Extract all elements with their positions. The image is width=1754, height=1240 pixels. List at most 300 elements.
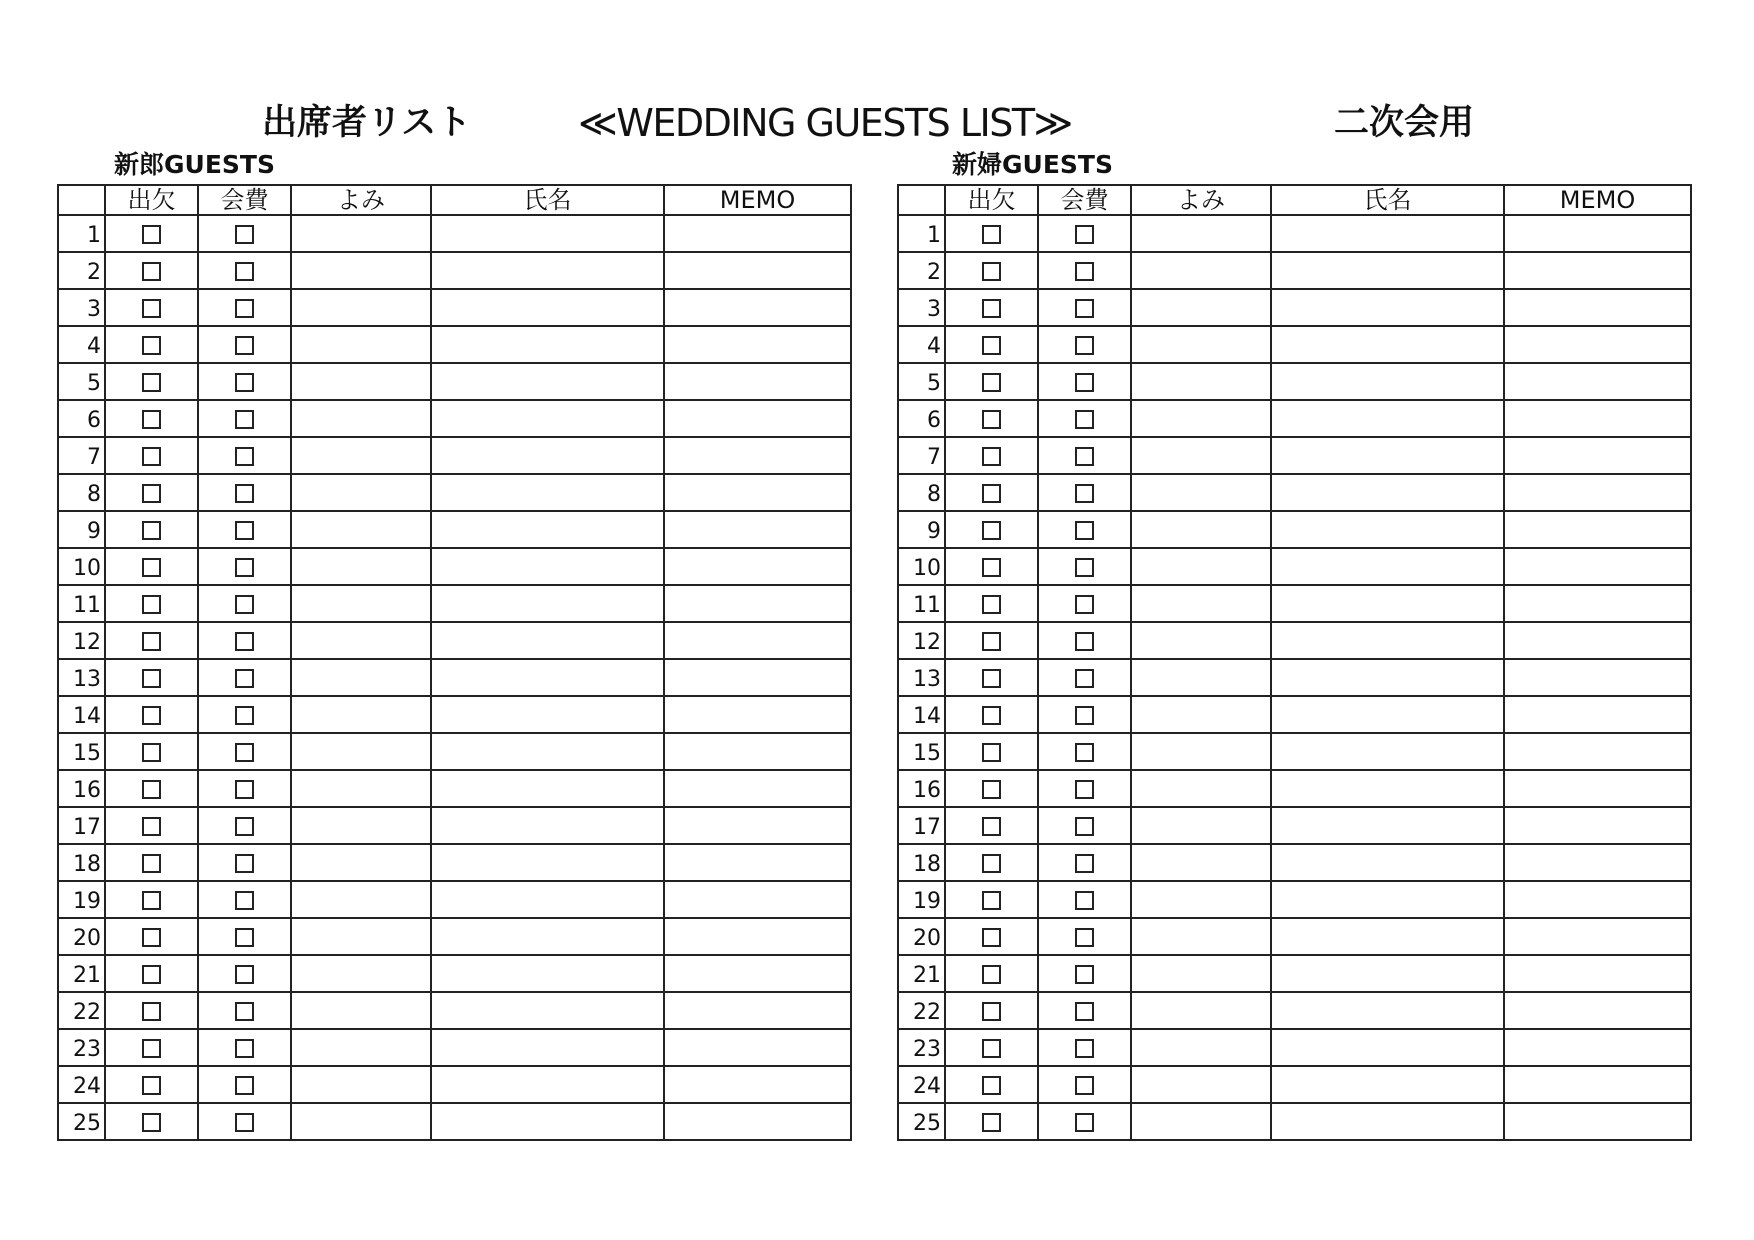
reading-cell[interactable] — [291, 881, 431, 918]
attendance-checkbox-icon[interactable] — [982, 632, 1001, 651]
fee-checkbox-icon[interactable] — [235, 669, 254, 688]
fee-checkbox-icon[interactable] — [1075, 965, 1094, 984]
reading-cell[interactable] — [1131, 696, 1271, 733]
reading-cell[interactable] — [1131, 289, 1271, 326]
name-cell[interactable] — [431, 252, 664, 289]
name-cell[interactable] — [1271, 1029, 1504, 1066]
reading-cell[interactable] — [291, 622, 431, 659]
name-cell[interactable] — [431, 326, 664, 363]
fee-checkbox-icon[interactable] — [1075, 558, 1094, 577]
attendance-checkbox-icon[interactable] — [142, 299, 161, 318]
name-cell[interactable] — [1271, 215, 1504, 252]
attendance-checkbox-icon[interactable] — [982, 669, 1001, 688]
memo-cell[interactable] — [664, 437, 851, 474]
attendance-cell — [105, 585, 198, 622]
attendance-checkbox-icon[interactable] — [982, 706, 1001, 725]
fee-checkbox-icon[interactable] — [1075, 410, 1094, 429]
reading-cell[interactable] — [291, 511, 431, 548]
attendance-checkbox-icon[interactable] — [142, 1076, 161, 1095]
name-cell[interactable] — [1271, 1103, 1504, 1140]
memo-cell[interactable] — [1504, 992, 1691, 1029]
name-cell[interactable] — [1271, 1066, 1504, 1103]
memo-cell[interactable] — [664, 881, 851, 918]
reading-cell[interactable] — [1131, 511, 1271, 548]
fee-cell — [1038, 1066, 1131, 1103]
table-row — [58, 289, 851, 326]
name-cell[interactable] — [431, 1103, 664, 1140]
attendance-cell — [945, 1066, 1038, 1103]
table-row — [898, 844, 1691, 881]
name-cell[interactable] — [431, 992, 664, 1029]
reading-cell[interactable] — [291, 437, 431, 474]
name-cell[interactable] — [431, 511, 664, 548]
memo-cell[interactable] — [1504, 289, 1691, 326]
memo-cell[interactable] — [1504, 215, 1691, 252]
fee-checkbox-icon[interactable] — [235, 484, 254, 503]
memo-cell[interactable] — [1504, 844, 1691, 881]
attendance-cell — [105, 1103, 198, 1140]
name-cell[interactable] — [431, 733, 664, 770]
fee-checkbox-icon[interactable] — [1075, 484, 1094, 503]
fee-checkbox-icon[interactable] — [1075, 1039, 1094, 1058]
fee-checkbox-icon[interactable] — [1075, 743, 1094, 762]
reading-cell[interactable] — [1131, 733, 1271, 770]
attendance-checkbox-icon[interactable] — [982, 854, 1001, 873]
row-number: 17 — [898, 807, 945, 844]
fee-checkbox-icon[interactable] — [235, 447, 254, 466]
reading-cell[interactable] — [1131, 844, 1271, 881]
fee-cell — [1038, 770, 1131, 807]
reading-cell[interactable] — [291, 955, 431, 992]
name-cell[interactable] — [1271, 363, 1504, 400]
name-cell[interactable] — [1271, 474, 1504, 511]
memo-cell[interactable] — [1504, 400, 1691, 437]
fee-cell — [198, 511, 291, 548]
attendance-checkbox-icon[interactable] — [142, 558, 161, 577]
fee-checkbox-icon[interactable] — [1075, 706, 1094, 725]
fee-checkbox-icon[interactable] — [1075, 262, 1094, 281]
memo-cell[interactable] — [1504, 955, 1691, 992]
fee-checkbox-icon[interactable] — [235, 299, 254, 318]
memo-cell[interactable] — [664, 696, 851, 733]
fee-checkbox-icon[interactable] — [235, 521, 254, 540]
fee-checkbox-icon[interactable] — [1075, 854, 1094, 873]
reading-cell[interactable] — [291, 992, 431, 1029]
fee-checkbox-icon[interactable] — [1075, 595, 1094, 614]
name-cell[interactable] — [431, 437, 664, 474]
reading-cell[interactable] — [1131, 918, 1271, 955]
table-row — [58, 622, 851, 659]
name-cell[interactable] — [1271, 585, 1504, 622]
row-number: 2 — [58, 252, 105, 289]
attendance-checkbox-icon[interactable] — [142, 595, 161, 614]
name-cell[interactable] — [1271, 511, 1504, 548]
reading-cell[interactable] — [291, 474, 431, 511]
attendance-checkbox-icon[interactable] — [982, 965, 1001, 984]
name-cell[interactable] — [1271, 696, 1504, 733]
attendance-checkbox-icon[interactable] — [142, 780, 161, 799]
reading-cell[interactable] — [1131, 474, 1271, 511]
memo-cell[interactable] — [664, 400, 851, 437]
name-cell[interactable] — [431, 585, 664, 622]
attendance-checkbox-icon[interactable] — [142, 1002, 161, 1021]
fee-checkbox-icon[interactable] — [235, 336, 254, 355]
reading-cell[interactable] — [1131, 215, 1271, 252]
name-cell[interactable] — [1271, 437, 1504, 474]
attendance-checkbox-icon[interactable] — [142, 669, 161, 688]
name-cell[interactable] — [431, 400, 664, 437]
attendance-checkbox-icon[interactable] — [142, 891, 161, 910]
fee-checkbox-icon[interactable] — [235, 410, 254, 429]
memo-cell[interactable] — [664, 622, 851, 659]
reading-cell[interactable] — [1131, 326, 1271, 363]
attendance-checkbox-icon[interactable] — [982, 336, 1001, 355]
name-cell[interactable] — [1271, 289, 1504, 326]
memo-cell[interactable] — [664, 548, 851, 585]
memo-cell[interactable] — [664, 363, 851, 400]
reading-cell[interactable] — [1131, 881, 1271, 918]
fee-checkbox-icon[interactable] — [1075, 817, 1094, 836]
fee-checkbox-icon[interactable] — [235, 1113, 254, 1132]
fee-cell — [198, 548, 291, 585]
fee-checkbox-icon[interactable] — [235, 854, 254, 873]
attendance-cell — [945, 289, 1038, 326]
table-row — [58, 881, 851, 918]
reading-cell[interactable] — [291, 585, 431, 622]
attendance-checkbox-icon[interactable] — [982, 1113, 1001, 1132]
col-name-header: 氏名 — [431, 185, 664, 215]
row-number: 15 — [898, 733, 945, 770]
reading-cell[interactable] — [291, 363, 431, 400]
name-cell[interactable] — [431, 844, 664, 881]
table-row — [898, 289, 1691, 326]
memo-cell[interactable] — [664, 252, 851, 289]
name-cell[interactable] — [431, 548, 664, 585]
attendance-checkbox-icon[interactable] — [982, 262, 1001, 281]
memo-cell[interactable] — [1504, 252, 1691, 289]
page-title-english: ≪WEDDING GUESTS LIST≫ — [578, 101, 1072, 145]
reading-cell[interactable] — [1131, 807, 1271, 844]
attendance-checkbox-icon[interactable] — [982, 595, 1001, 614]
name-cell[interactable] — [1271, 770, 1504, 807]
reading-cell[interactable] — [291, 1029, 431, 1066]
memo-cell[interactable] — [1504, 807, 1691, 844]
fee-cell — [198, 326, 291, 363]
memo-cell[interactable] — [1504, 918, 1691, 955]
memo-cell[interactable] — [1504, 770, 1691, 807]
attendance-checkbox-icon[interactable] — [142, 336, 161, 355]
attendance-checkbox-icon[interactable] — [982, 410, 1001, 429]
fee-cell — [1038, 807, 1131, 844]
reading-cell[interactable] — [291, 252, 431, 289]
fee-checkbox-icon[interactable] — [235, 780, 254, 799]
memo-cell[interactable] — [1504, 363, 1691, 400]
attendance-cell — [105, 1029, 198, 1066]
fee-cell — [1038, 1029, 1131, 1066]
memo-cell[interactable] — [664, 1103, 851, 1140]
name-cell[interactable] — [1271, 659, 1504, 696]
table-row — [58, 844, 851, 881]
attendance-cell — [945, 696, 1038, 733]
fee-checkbox-icon[interactable] — [235, 928, 254, 947]
memo-cell[interactable] — [1504, 1066, 1691, 1103]
fee-cell — [198, 1103, 291, 1140]
name-cell[interactable] — [431, 215, 664, 252]
reading-cell[interactable] — [291, 659, 431, 696]
memo-cell[interactable] — [664, 289, 851, 326]
name-cell[interactable] — [1271, 548, 1504, 585]
reading-cell[interactable] — [1131, 548, 1271, 585]
name-cell[interactable] — [431, 770, 664, 807]
name-cell[interactable] — [1271, 992, 1504, 1029]
fee-checkbox-icon[interactable] — [1075, 891, 1094, 910]
attendance-checkbox-icon[interactable] — [982, 521, 1001, 540]
memo-cell[interactable] — [664, 918, 851, 955]
name-cell[interactable] — [431, 955, 664, 992]
reading-cell[interactable] — [291, 733, 431, 770]
reading-cell[interactable] — [1131, 400, 1271, 437]
attendance-checkbox-icon[interactable] — [142, 706, 161, 725]
bride-guests-label: 新婦GUESTS — [952, 150, 1113, 179]
name-cell[interactable] — [1271, 955, 1504, 992]
reading-cell[interactable] — [1131, 1066, 1271, 1103]
fee-checkbox-icon[interactable] — [235, 632, 254, 651]
attendance-checkbox-icon[interactable] — [982, 1039, 1001, 1058]
fee-checkbox-icon[interactable] — [235, 965, 254, 984]
row-number: 23 — [898, 1029, 945, 1066]
row-number: 16 — [58, 770, 105, 807]
name-cell[interactable] — [431, 807, 664, 844]
table-row — [898, 474, 1691, 511]
memo-cell[interactable] — [664, 1066, 851, 1103]
attendance-checkbox-icon[interactable] — [142, 484, 161, 503]
attendance-checkbox-icon[interactable] — [982, 225, 1001, 244]
row-number: 24 — [898, 1066, 945, 1103]
memo-cell[interactable] — [1504, 474, 1691, 511]
reading-cell[interactable] — [1131, 437, 1271, 474]
fee-cell — [1038, 844, 1131, 881]
name-cell[interactable] — [431, 1029, 664, 1066]
fee-checkbox-icon[interactable] — [235, 1039, 254, 1058]
table-row — [58, 696, 851, 733]
attendance-cell — [105, 1066, 198, 1103]
name-cell[interactable] — [1271, 881, 1504, 918]
reading-cell[interactable] — [291, 215, 431, 252]
attendance-checkbox-icon[interactable] — [982, 780, 1001, 799]
name-cell[interactable] — [431, 881, 664, 918]
memo-cell[interactable] — [1504, 437, 1691, 474]
fee-checkbox-icon[interactable] — [1075, 373, 1094, 392]
name-cell[interactable] — [1271, 400, 1504, 437]
reading-cell[interactable] — [291, 844, 431, 881]
memo-cell[interactable] — [1504, 1029, 1691, 1066]
name-cell[interactable] — [1271, 807, 1504, 844]
row-number: 17 — [58, 807, 105, 844]
attendance-checkbox-icon[interactable] — [142, 262, 161, 281]
name-cell[interactable] — [431, 696, 664, 733]
fee-checkbox-icon[interactable] — [235, 595, 254, 614]
attendance-checkbox-icon[interactable] — [142, 632, 161, 651]
fee-checkbox-icon[interactable] — [1075, 336, 1094, 355]
memo-cell[interactable] — [1504, 585, 1691, 622]
table-row — [898, 400, 1691, 437]
attendance-cell — [105, 622, 198, 659]
attendance-cell — [105, 881, 198, 918]
attendance-checkbox-icon[interactable] — [982, 373, 1001, 392]
fee-checkbox-icon[interactable] — [235, 817, 254, 836]
attendance-checkbox-icon[interactable] — [982, 1002, 1001, 1021]
attendance-checkbox-icon[interactable] — [982, 299, 1001, 318]
attendance-cell — [945, 770, 1038, 807]
memo-cell[interactable] — [664, 511, 851, 548]
memo-cell[interactable] — [1504, 881, 1691, 918]
name-cell[interactable] — [1271, 733, 1504, 770]
fee-checkbox-icon[interactable] — [235, 891, 254, 910]
attendance-checkbox-icon[interactable] — [982, 447, 1001, 466]
reading-cell[interactable] — [291, 696, 431, 733]
memo-cell[interactable] — [1504, 511, 1691, 548]
fee-checkbox-icon[interactable] — [1075, 521, 1094, 540]
name-cell[interactable] — [431, 918, 664, 955]
attendance-checkbox-icon[interactable] — [982, 928, 1001, 947]
fee-checkbox-icon[interactable] — [235, 373, 254, 392]
attendance-checkbox-icon[interactable] — [982, 484, 1001, 503]
fee-checkbox-icon[interactable] — [235, 1076, 254, 1095]
memo-cell[interactable] — [664, 585, 851, 622]
attendance-checkbox-icon[interactable] — [982, 558, 1001, 577]
memo-cell[interactable] — [664, 474, 851, 511]
name-cell[interactable] — [431, 289, 664, 326]
name-cell[interactable] — [431, 474, 664, 511]
reading-cell[interactable] — [1131, 252, 1271, 289]
attendance-checkbox-icon[interactable] — [142, 928, 161, 947]
attendance-cell — [945, 585, 1038, 622]
memo-cell[interactable] — [664, 215, 851, 252]
fee-checkbox-icon[interactable] — [1075, 928, 1094, 947]
name-cell[interactable] — [431, 1066, 664, 1103]
row-number: 10 — [898, 548, 945, 585]
fee-checkbox-icon[interactable] — [235, 262, 254, 281]
fee-checkbox-icon[interactable] — [1075, 669, 1094, 688]
attendance-checkbox-icon[interactable] — [142, 1113, 161, 1132]
memo-cell[interactable] — [1504, 548, 1691, 585]
attendance-checkbox-icon[interactable] — [142, 447, 161, 466]
memo-cell[interactable] — [1504, 733, 1691, 770]
memo-cell[interactable] — [1504, 696, 1691, 733]
fee-checkbox-icon[interactable] — [1075, 632, 1094, 651]
reading-cell[interactable] — [291, 548, 431, 585]
attendance-checkbox-icon[interactable] — [142, 521, 161, 540]
attendance-checkbox-icon[interactable] — [142, 854, 161, 873]
attendance-checkbox-icon[interactable] — [142, 410, 161, 429]
row-number: 13 — [58, 659, 105, 696]
attendance-checkbox-icon[interactable] — [982, 743, 1001, 762]
memo-cell[interactable] — [664, 659, 851, 696]
attendance-checkbox-icon[interactable] — [142, 743, 161, 762]
reading-cell[interactable] — [1131, 585, 1271, 622]
attendance-checkbox-icon[interactable] — [142, 817, 161, 836]
attendance-checkbox-icon[interactable] — [142, 225, 161, 244]
fee-checkbox-icon[interactable] — [1075, 1076, 1094, 1095]
name-cell[interactable] — [431, 659, 664, 696]
reading-cell[interactable] — [1131, 622, 1271, 659]
name-cell[interactable] — [1271, 918, 1504, 955]
reading-cell[interactable] — [1131, 770, 1271, 807]
memo-cell[interactable] — [1504, 659, 1691, 696]
fee-checkbox-icon[interactable] — [1075, 780, 1094, 799]
fee-checkbox-icon[interactable] — [235, 558, 254, 577]
reading-cell[interactable] — [291, 918, 431, 955]
name-cell[interactable] — [1271, 844, 1504, 881]
reading-cell[interactable] — [1131, 1029, 1271, 1066]
memo-cell[interactable] — [664, 733, 851, 770]
reading-cell[interactable] — [1131, 955, 1271, 992]
attendance-checkbox-icon[interactable] — [142, 373, 161, 392]
table-row — [898, 252, 1691, 289]
fee-cell — [1038, 289, 1131, 326]
table-row — [58, 252, 851, 289]
fee-checkbox-icon[interactable] — [1075, 1113, 1094, 1132]
attendance-checkbox-icon[interactable] — [982, 1076, 1001, 1095]
name-cell[interactable] — [1271, 252, 1504, 289]
fee-cell — [1038, 326, 1131, 363]
fee-checkbox-icon[interactable] — [1075, 1002, 1094, 1021]
name-cell[interactable] — [431, 363, 664, 400]
reading-cell[interactable] — [291, 289, 431, 326]
attendance-cell — [945, 1103, 1038, 1140]
reading-cell[interactable] — [291, 770, 431, 807]
col-name-header: 氏名 — [1271, 185, 1504, 215]
fee-checkbox-icon[interactable] — [235, 706, 254, 725]
memo-cell[interactable] — [664, 807, 851, 844]
attendance-cell — [945, 252, 1038, 289]
fee-checkbox-icon[interactable] — [1075, 225, 1094, 244]
memo-cell[interactable] — [664, 844, 851, 881]
name-cell[interactable] — [1271, 622, 1504, 659]
reading-cell[interactable] — [291, 1066, 431, 1103]
fee-checkbox-icon[interactable] — [235, 225, 254, 244]
reading-cell[interactable] — [291, 326, 431, 363]
memo-cell[interactable] — [664, 955, 851, 992]
memo-cell[interactable] — [1504, 622, 1691, 659]
fee-checkbox-icon[interactable] — [235, 1002, 254, 1021]
reading-cell[interactable] — [1131, 363, 1271, 400]
memo-cell[interactable] — [1504, 1103, 1691, 1140]
reading-cell[interactable] — [1131, 1103, 1271, 1140]
memo-cell[interactable] — [664, 992, 851, 1029]
reading-cell[interactable] — [291, 807, 431, 844]
attendance-checkbox-icon[interactable] — [142, 1039, 161, 1058]
fee-cell — [198, 252, 291, 289]
memo-cell[interactable] — [664, 326, 851, 363]
name-cell[interactable] — [431, 622, 664, 659]
reading-cell[interactable] — [291, 400, 431, 437]
memo-cell[interactable] — [1504, 326, 1691, 363]
reading-cell[interactable] — [1131, 992, 1271, 1029]
fee-checkbox-icon[interactable] — [235, 743, 254, 762]
reading-cell[interactable] — [1131, 659, 1271, 696]
fee-checkbox-icon[interactable] — [1075, 447, 1094, 466]
name-cell[interactable] — [1271, 326, 1504, 363]
reading-cell[interactable] — [291, 1103, 431, 1140]
attendance-checkbox-icon[interactable] — [142, 965, 161, 984]
attendance-cell — [105, 770, 198, 807]
fee-checkbox-icon[interactable] — [1075, 299, 1094, 318]
attendance-checkbox-icon[interactable] — [982, 817, 1001, 836]
attendance-checkbox-icon[interactable] — [982, 891, 1001, 910]
memo-cell[interactable] — [664, 770, 851, 807]
memo-cell[interactable] — [664, 1029, 851, 1066]
